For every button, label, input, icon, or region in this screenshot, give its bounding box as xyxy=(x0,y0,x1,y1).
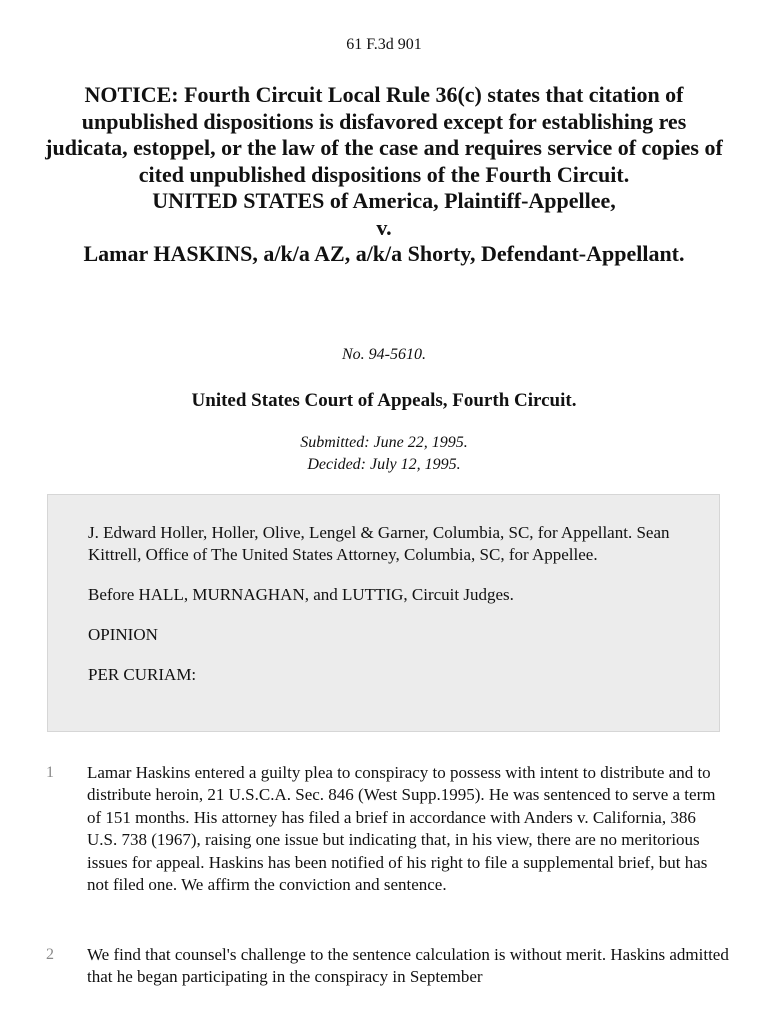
opinion-label: OPINION xyxy=(88,625,158,644)
paragraph-number: 1 xyxy=(46,764,54,781)
counsel-info-box xyxy=(47,494,720,732)
paragraph-number: 2 xyxy=(46,946,54,963)
notice-text: NOTICE: Fourth Circuit Local Rule 36(c) states that citation of unpublished dispositions is disfavored except for establishing res judicata, estoppel, or the law of the case and requires service of copies of cited unpublished dispositions of the Fourth Circuit. xyxy=(45,82,723,187)
paragraph-text: We find that counsel's challenge to the sentence calculation is without merit. Haskins admitted that he began participating in the conspiracy in September xyxy=(87,945,729,987)
versus-line: v. xyxy=(376,214,392,240)
panel-text: Before HALL, MURNAGHAN, and LUTTIG, Circuit Judges. xyxy=(88,585,514,604)
counsel-text: J. Edward Holler, Holler, Olive, Lengel & Garner, Columbia, SC, for Appellant. Sean Kittrell, Office of The United States Attorney, Columbia, SC, for Appellee. xyxy=(88,523,670,564)
submitted-date: Submitted: June 22, 1995. xyxy=(300,434,468,451)
case-dates xyxy=(0,432,768,476)
court-name: United States Court of Appeals, Fourth Circuit. xyxy=(191,390,577,411)
plaintiff-line: UNITED STATES of America, Plaintiff-Appellee, xyxy=(152,188,616,213)
paragraph-text: Lamar Haskins entered a guilty plea to conspiracy to possess with intent to distribute and to distribute heroin, 21 U.S.C.A. Sec. 846 (West Supp.1995). He was sentenced to serve a term of 151 months. His attorney has filed a brief in accordance with Anders v. California, 386 U.S. 738 (1967), raising one issue but indicating that, in his view, there are no meritorious issues for appeal. Haskins has been notified of his right to file a supplemental brief, but has not filed one. We affirm the conviction and sentence. xyxy=(87,763,716,895)
opinion-paragraph xyxy=(40,944,730,989)
docket-number: No. 94-5610. xyxy=(342,346,426,363)
per-curiam-label: PER CURIAM: xyxy=(88,665,197,684)
opinion-paragraph xyxy=(40,762,730,896)
case-heading xyxy=(40,82,728,268)
decided-date: Decided: July 12, 1995. xyxy=(307,456,461,473)
case-citation: 61 F.3d 901 xyxy=(346,36,422,53)
defendant-line: Lamar HASKINS, a/k/a AZ, a/k/a Shorty, Defendant-Appellant. xyxy=(83,241,685,266)
